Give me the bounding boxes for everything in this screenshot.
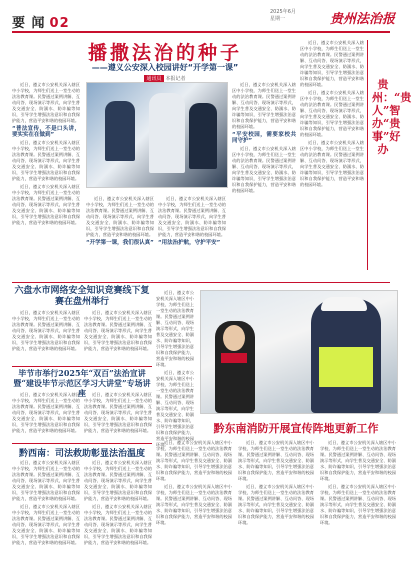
reflective-vest [319, 347, 373, 387]
paragraph: 近日，遵义市公安机关深入辖区中小学校，为师生们送上一堂生动的法治教育课。民警通过案例讲解、互动问答、现场演示等形式，向学生普及交通安全、防溺水、防诈骗等知识，引导学生增强法治意识和自我保护能力，营造平安和谐的校园环境。 [84, 504, 152, 545]
lead-photo [86, 82, 228, 188]
section-heading: “普法宣传，不是口头讲，要实实在在做到” [12, 126, 80, 138]
paragraph: 近日，遵义市公安机关深入辖区中小学校，为师生们送上一堂生动的法治教育课。民警通过案例讲解、互动问答、现场演示等形式，向学生普及交通安全、防溺水、防诈骗等知识，引导学生增强法治意识和自我保护能力，营造平安和谐的校园环境。 [158, 196, 226, 237]
article-divider [12, 366, 152, 367]
paragraph: 近日，遵义市公安机关深入辖区中小学校，为师生们送上一堂生动的法治教育课。民警通过案例讲解、互动问答、现场演示等形式，向学生普及交通安全、防溺水、防诈骗等知识，引导学生增强法治意识和自我保护能力，营造平安和谐的校园环境。 [238, 440, 314, 481]
paragraph: 近日，遵义市公安机关深入辖区中小学校，为师生们送上一堂生动的法治教育课。民警通过案例讲解、互动问答、现场演示等形式，向学生普及交通安全、防溺水、防诈骗等知识，引导学生增强法治意识和自我保护能力，营造平安和谐的校园环境。 [156, 440, 232, 481]
article-2-column-b [84, 392, 152, 442]
article-column-2 [86, 196, 154, 278]
paragraph: 近日，遵义市公安机关深入辖区中小学校，为师生们送上一堂生动的法治教育课。民警通过案例讲解、互动问答、现场演示等形式，向学生普及交通安全、防溺水、防诈骗等知识，引导学生增强法治意识和自我保护能力，营造平安和谐的校园环境。 [232, 82, 296, 129]
paragraph: 近日，遵义市公安机关深入辖区中小学校，为师生们送上一堂生动的法治教育课。民警通过案例讲解、互动问答、现场演示等形式，向学生普及交通安全、防溺水、防诈骗等知识，引导学生增强法治意识和自我保护能力，营造平安和谐的校园环境。 [12, 460, 80, 501]
article-headline-3: 黔西南：司法救助彰显法治温度 [18, 449, 145, 459]
paragraph: 近日，遵义市公安机关深入辖区中小学校，为师生们送上一堂生动的法治教育课。民警通过案例讲解、互动问答、现场演示等形式，向学生普及交通安全、防溺水、防诈骗等知识，引导学生增强法治意识和自我保护能力，营造平安和谐的校园环境。 [300, 40, 364, 87]
paragraph: 近日，遵义市公安机关深入辖区中小学校，为师生们送上一堂生动的法治教育课。民警通过案例讲解、互动问答、现场演示等形式，向学生普及交通安全、防溺水、防诈骗等知识，引导学生增强法治意识和自我保护能力，营造平安和谐的校园环境。 [300, 90, 364, 137]
article-column-1 [12, 82, 80, 278]
paragraph: 近日，遵义市公安机关深入辖区中小学校，为师生们送上一堂生动的法治教育课。民警通过案例讲解、互动问答、现场演示等形式，向学生普及交通安全、防溺水、防诈骗等知识，引导学生增强法治意识和自我保护能力，营造平安和谐的校园环境。 [156, 370, 194, 447]
fire-safety-photo [200, 290, 398, 414]
article-column-3 [158, 196, 226, 278]
header-date: 2025年6月 [270, 9, 296, 15]
article-headline-2: 毕节市举行2025年“双百”法治宣讲暨“建设毕节示范区学习大讲堂”专场讲座 [13, 368, 151, 398]
lead-byline [120, 75, 210, 82]
vertical-divider [367, 40, 368, 270]
lead-headline: 播撒法治的种子 [87, 42, 242, 64]
article-4-column-b [238, 440, 314, 564]
officer-cap [321, 297, 367, 311]
sidebar-vertical-title: 贵州：“贵人”智办“贵事”好办 [372, 78, 411, 156]
article-3-column-a [12, 460, 80, 564]
section-divider [12, 282, 390, 283]
photo-figure [189, 103, 217, 169]
article-1-column-a [12, 310, 80, 364]
article-3-column-b [84, 460, 152, 564]
paragraph: 近日，遵义市公安机关深入辖区中小学校，为师生们送上一堂生动的法治教育课。民警通过案例讲解、互动问答、现场演示等形式，向学生普及交通安全、防溺水、防诈骗等知识，引导学生增强法治意识和自我保护能力，营造平安和谐的校园环境。 [84, 392, 152, 433]
paragraph: 近日，遵义市公安机关深入辖区中小学校，为师生们送上一堂生动的法治教育课。民警通过案例讲解、互动问答、现场演示等形式，向学生普及交通安全、防溺水、防诈骗等知识，引导学生增强法治意识和自我保护能力，营造平安和谐的校园环境。 [320, 440, 396, 481]
paragraph: 近日，遵义市公安机关深入辖区中小学校，为师生们送上一堂生动的法治教育课。民警通过案例讲解、互动问答、现场演示等形式，向学生普及交通安全、防溺水、防诈骗等知识，引导学生增强法治意识和自我保护能力，营造平安和谐的校园环境。 [232, 146, 296, 193]
section-heading: “平安校园，需要家校共同守护” [232, 132, 296, 144]
article-4-column-c [320, 440, 396, 564]
paragraph: 近日，遵义市公安机关深入辖区中小学校，为师生们送上一堂生动的法治教育课。民警通过案例讲解、互动问答、现场演示等形式，向学生普及交通安全、防溺水、防诈骗等知识，引导学生增强法治意识和自我保护能力，营造平安和谐的校园环境。 [84, 460, 152, 501]
paragraph: 近日，遵义市公安机关深入辖区中小学校，为师生们送上一堂生动的法治教育课。民警通过案例讲解、互动问答、现场演示等形式，向学生普及交通安全、防溺水、防诈骗等知识，引导学生增强法治意识和自我保护能力，营造平安和谐的校园环境。 [12, 392, 80, 433]
section-heading: “开学第一课，我们很认真” [86, 240, 154, 246]
photo-figure [105, 101, 135, 161]
page-number: 02 [49, 16, 70, 31]
section-heading: “用法治护航，守护平安” [158, 240, 221, 246]
photo-figure-face [223, 325, 245, 351]
header-meta [270, 9, 296, 23]
paragraph: 近日，遵义市公安机关深入辖区中小学校，为师生们送上一堂生动的法治教育课。民警通过案例讲解、互动问答、现场演示等形式，向学生普及交通安全、防溺水、防诈骗等知识，引导学生增强法治意识和自我保护能力，营造平安和谐的校园环境。 [12, 82, 80, 123]
article-2-column-a [12, 392, 80, 442]
article-4-column-a [156, 440, 232, 564]
paragraph: 近日，遵义市公安机关深入辖区中小学校，为师生们送上一堂生动的法治教育课。民警通过案例讲解、互动问答、现场演示等形式，向学生普及交通安全、防溺水、防诈骗等知识，引导学生增强法治意识和自我保护能力，营造平安和谐的校园环境。 [238, 484, 314, 525]
section-label: 要 闻 [12, 16, 46, 31]
article-column-4 [232, 82, 296, 278]
paragraph: 近日，遵义市公安机关深入辖区中小学校，为师生们送上一堂生动的法治教育课。民警通过案例讲解、互动问答、现场演示等形式，向学生普及交通安全、防溺水、防诈骗等知识，引导学生增强法治意识和自我保护能力，营造平安和谐的校园环境。 [156, 290, 194, 367]
article-1-column-b [84, 310, 152, 364]
paragraph: 近日，遵义市公安机关深入辖区中小学校，为师生们送上一堂生动的法治教育课。民警通过案例讲解、互动问答、现场演示等形式，向学生普及交通安全、防溺水、防诈骗等知识，引导学生增强法治意识和自我保护能力，营造平安和谐的校园环境。 [12, 140, 80, 181]
newspaper-logo: 贵州法治报 [330, 12, 396, 27]
section-title [12, 12, 70, 31]
paragraph: 近日，遵义市公安机关深入辖区中小学校，为师生们送上一堂生动的法治教育课。民警通过案例讲解、互动问答、现场演示等形式，向学生普及交通安全、防溺水、防诈骗等知识，引导学生增强法治意识和自我保护能力，营造平安和谐的校园环境。 [300, 140, 364, 187]
paragraph: 近日，遵义市公安机关深入辖区中小学校，为师生们送上一堂生动的法治教育课。民警通过案例讲解、互动问答、现场演示等形式，向学生普及交通安全、防溺水、防诈骗等知识，引导学生增强法治意识和自我保护能力，营造平安和谐的校园环境。 [156, 484, 232, 525]
article-headline-1: 六盘水市网络安全知识竞赛线下复赛在盘州举行 [14, 286, 150, 307]
header-weekday: 星期一 [270, 16, 286, 22]
article-column-middle [156, 290, 194, 447]
paragraph: 近日，遵义市公安机关深入辖区中小学校，为师生们送上一堂生动的法治教育课。民警通过案例讲解、互动问答、现场演示等形式，向学生普及交通安全、防溺水、防诈骗等知识，引导学生增强法治意识和自我保护能力，营造平安和谐的校园环境。 [84, 310, 152, 351]
article-divider [12, 443, 152, 444]
photo-figure [149, 93, 185, 173]
byline-tag: 通讯员 [146, 76, 162, 82]
paragraph: 近日，遵义市公安机关深入辖区中小学校，为师生们送上一堂生动的法治教育课。民警通过案例讲解、互动问答、现场演示等形式，向学生普及交通安全、防溺水、防诈骗等知识，引导学生增强法治意识和自我保护能力，营造平安和谐的校园环境。 [12, 504, 80, 545]
byline-name: 本报记者 [165, 76, 186, 82]
header-divider [12, 31, 390, 33]
article-headline-4: 黔东南消防开展宣传阵地更新工作 [213, 422, 379, 435]
paragraph: 近日，遵义市公安机关深入辖区中小学校，为师生们送上一堂生动的法治教育课。民警通过案例讲解、互动问答、现场演示等形式，向学生普及交通安全、防溺水、防诈骗等知识，引导学生增强法治意识和自我保护能力，营造平安和谐的校园环境。 [320, 484, 396, 525]
lead-subtitle: ——遵义公安深入校园讲好“开学第一课” [91, 63, 239, 72]
paragraph: 近日，遵义市公安机关深入辖区中小学校，为师生们送上一堂生动的法治教育课。民警通过案例讲解、互动问答、现场演示等形式，向学生普及交通安全、防溺水、防诈骗等知识，引导学生增强法治意识和自我保护能力，营造平安和谐的校园环境。 [86, 196, 154, 237]
paragraph: 近日，遵义市公安机关深入辖区中小学校，为师生们送上一堂生动的法治教育课。民警通过案例讲解、互动问答、现场演示等形式，向学生普及交通安全、防溺水、防诈骗等知识，引导学生增强法治意识和自我保护能力，营造平安和谐的校园环境。 [12, 184, 80, 225]
article-column-5 [300, 40, 364, 278]
paragraph: 近日，遵义市公安机关深入辖区中小学校，为师生们送上一堂生动的法治教育课。民警通过案例讲解、互动问答、现场演示等形式，向学生普及交通安全、防溺水、防诈骗等知识，引导学生增强法治意识和自我保护能力，营造平安和谐的校园环境。 [12, 310, 80, 351]
red-scarf [221, 353, 247, 363]
